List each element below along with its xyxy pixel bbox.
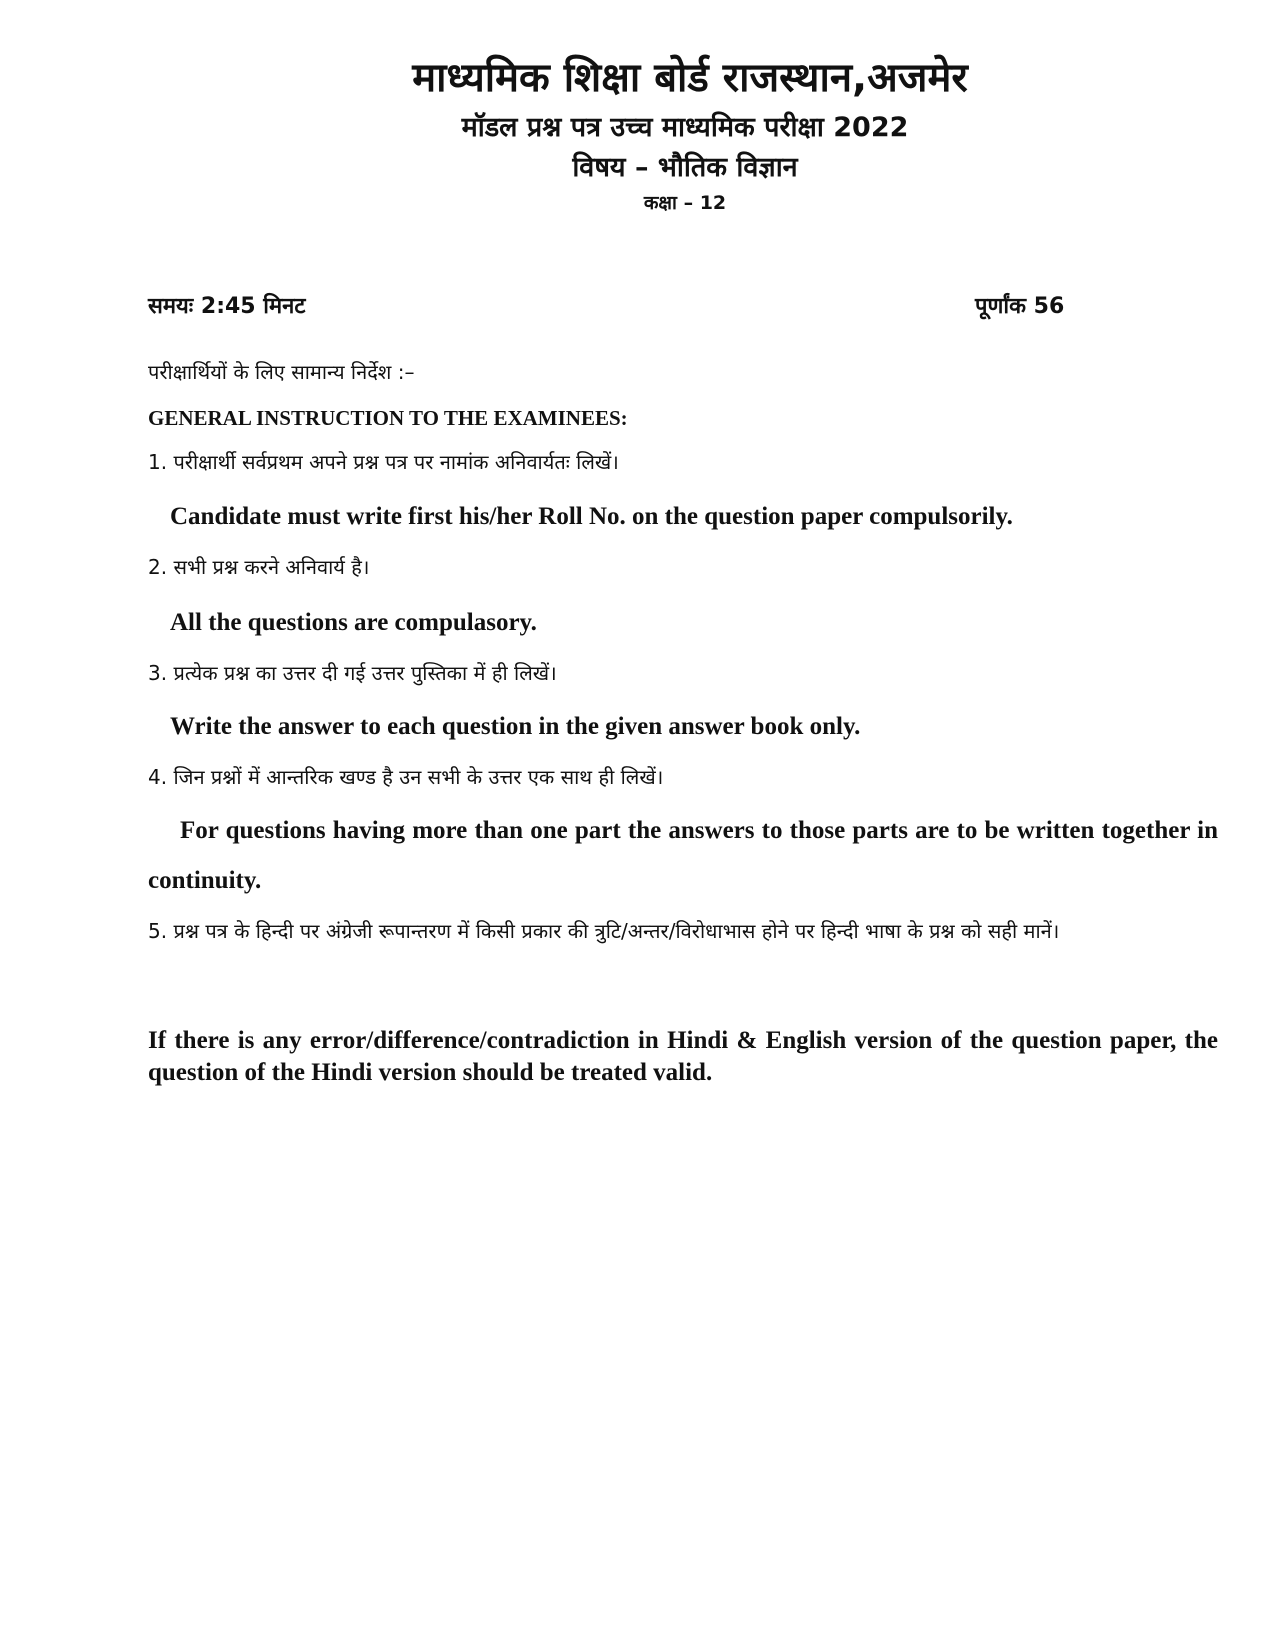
- class-line: कक्षा – 12: [643, 192, 727, 214]
- instruction-2-english: All the questions are compulasory.: [170, 609, 537, 636]
- instructions-heading-hindi: परीक्षार्थियों के लिए सामान्य निर्देश :–: [148, 360, 415, 384]
- instruction-3-hindi: 3. प्रत्येक प्रश्न का उत्तर दी गई उत्तर पुस्तिका में ही लिखें।: [148, 661, 557, 685]
- instruction-5-hindi: 5. प्रश्न पत्र के हिन्दी पर अंग्रेजी रूपान्तरण में किसी प्रकार की त्रुटि/अन्तर/विरोधाभास होने पर हिन्दी भाषा के प्रश्न को सही मानें।: [148, 919, 1060, 943]
- instruction-4-english: For questions having more than one part the answers to those parts are to be written together in continuity.: [148, 817, 1218, 894]
- instruction-4-hindi: 4. जिन प्रश्नों में आन्तरिक खण्ड है उन सभी के उत्तर एक साथ ही लिखें।: [148, 765, 664, 789]
- instructions-heading-english: GENERAL INSTRUCTION TO THE EXAMINEES:: [148, 406, 628, 430]
- instruction-2-hindi: 2. सभी प्रश्न करने अनिवार्य है।: [148, 555, 370, 579]
- instruction-1-english: Candidate must write first his/her Roll No. on the question paper compulsorily.: [170, 503, 1013, 530]
- subject-line: विषय – भौतिक विज्ञान: [572, 152, 798, 183]
- instruction-5-english: If there is any error/difference/contradiction in Hindi & English version of the question paper, the question of the Hindi version should be treated valid.: [148, 1027, 1218, 1086]
- time-allowed: समयः 2:45 मिनट: [148, 294, 306, 319]
- max-marks: पूर्णांक 56: [975, 294, 1065, 319]
- instruction-1-hindi: 1. परीक्षार्थी सर्वप्रथम अपने प्रश्न पत्र पर नामांक अनिवार्यतः लिखें।: [148, 450, 619, 474]
- instruction-3-english: Write the answer to each question in the given answer book only.: [170, 713, 861, 740]
- board-title: माध्यमिक शिक्षा बोर्ड राजस्थान,अजमेर: [412, 55, 968, 101]
- exam-title: मॉडल प्रश्न पत्र उच्च माध्यमिक परीक्षा 2022: [461, 112, 909, 143]
